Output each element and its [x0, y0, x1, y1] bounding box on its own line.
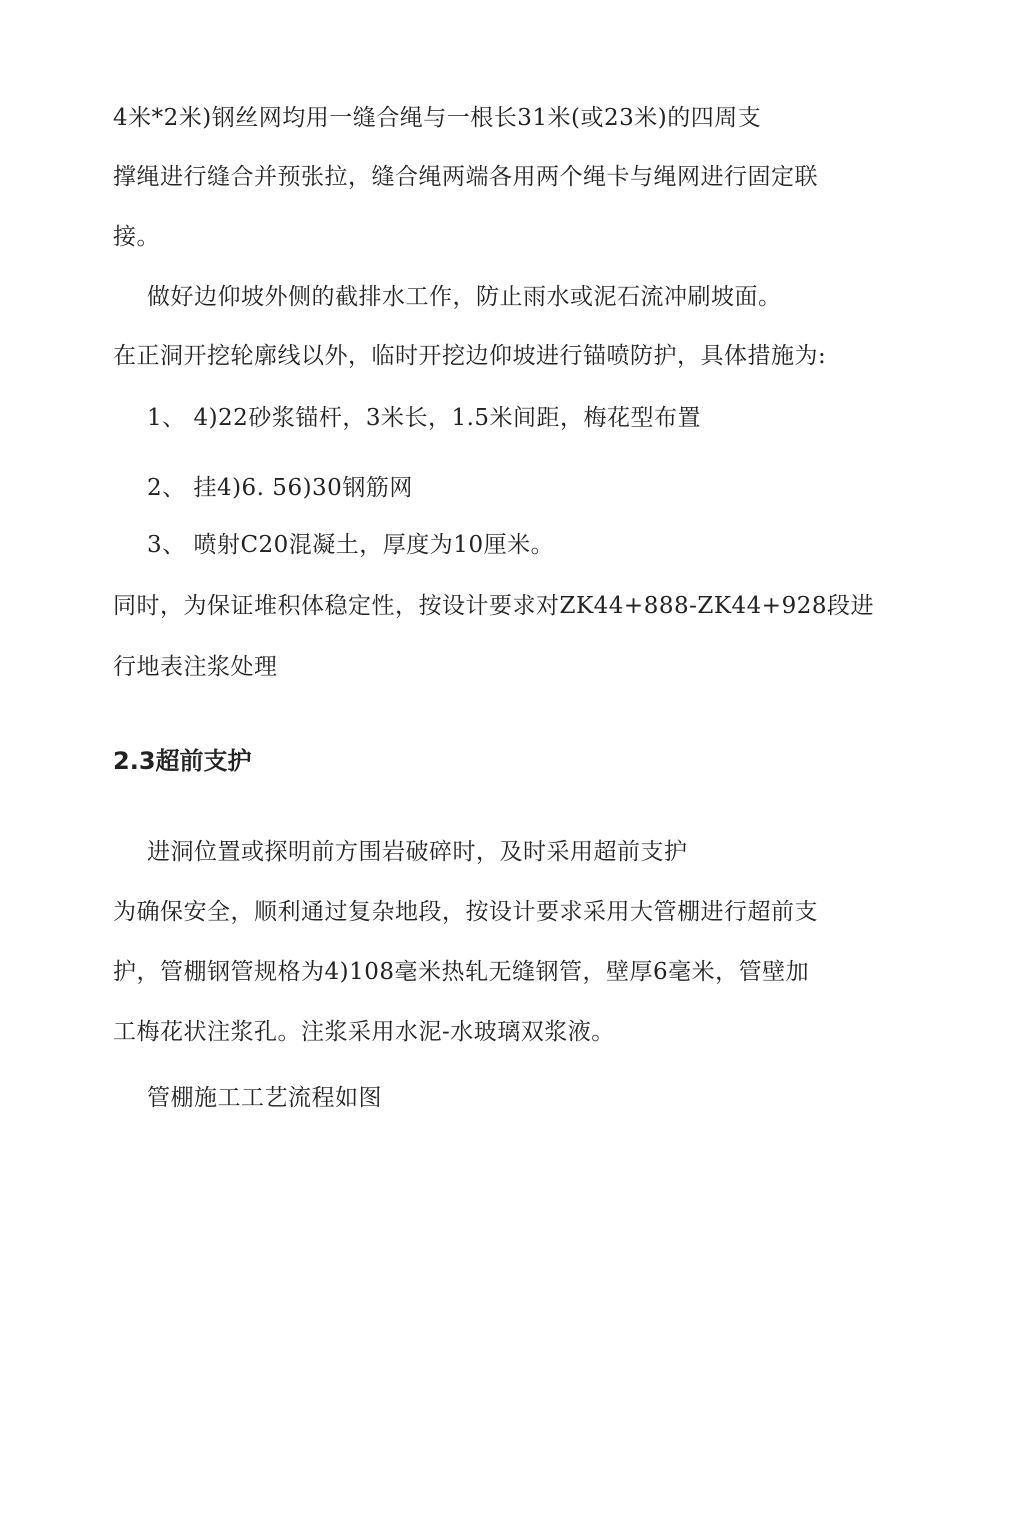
paragraph-6-line-3: 工梅花状注浆孔。注浆采用水泥-水玻璃双浆液。 — [113, 1019, 615, 1045]
paragraph-2-line-1: 做好边仰坡外侧的截排水工作，防止雨水或泥石流冲刷坡面。 — [147, 284, 782, 310]
measure-item-2: 2、 挂4)6. 56)30钢筋网 — [147, 475, 413, 501]
section-heading: 2.3超前支护 — [113, 747, 252, 775]
paragraph-1-line-3: 接。 — [113, 224, 160, 250]
paragraph-6-line-2: 护，管棚钢管规格为4)108毫米热轧无缝钢管，壁厚6毫米，管壁加 — [113, 959, 810, 985]
paragraph-4-line-1: 同时，为保证堆积体稳定性，按设计要求对ZK44+888-ZK44+928段进 — [113, 593, 874, 619]
measure-item-3: 3、 喷射C20混凝土，厚度为10厘米。 — [147, 532, 555, 558]
paragraph-1-line-1: 4米*2米)钢丝网均用一缝合绳与一根长31米(或23米)的四周支 — [113, 105, 762, 131]
paragraph-5-line-1: 进洞位置或探明前方围岩破碎时，及时采用超前支护 — [147, 839, 688, 865]
measure-item-1: 1、 4)22砂浆锚杆，3米长，1.5米间距，梅花型布置 — [147, 405, 702, 431]
paragraph-4-line-2: 行地表注浆处理 — [113, 654, 278, 680]
paragraph-3-line-1: 在正洞开挖轮廓线以外，临时开挖边仰坡进行锚喷防护，具体措施为: — [113, 343, 827, 369]
paragraph-6-line-1: 为确保安全，顺利通过复杂地段，按设计要求采用大管棚进行超前支 — [113, 899, 818, 925]
paragraph-1-line-2: 撑绳进行缝合并预张拉，缝合绳两端各用两个绳卡与绳网进行固定联 — [113, 164, 818, 190]
paragraph-7-line-1: 管棚施工工艺流程如图 — [147, 1085, 382, 1111]
